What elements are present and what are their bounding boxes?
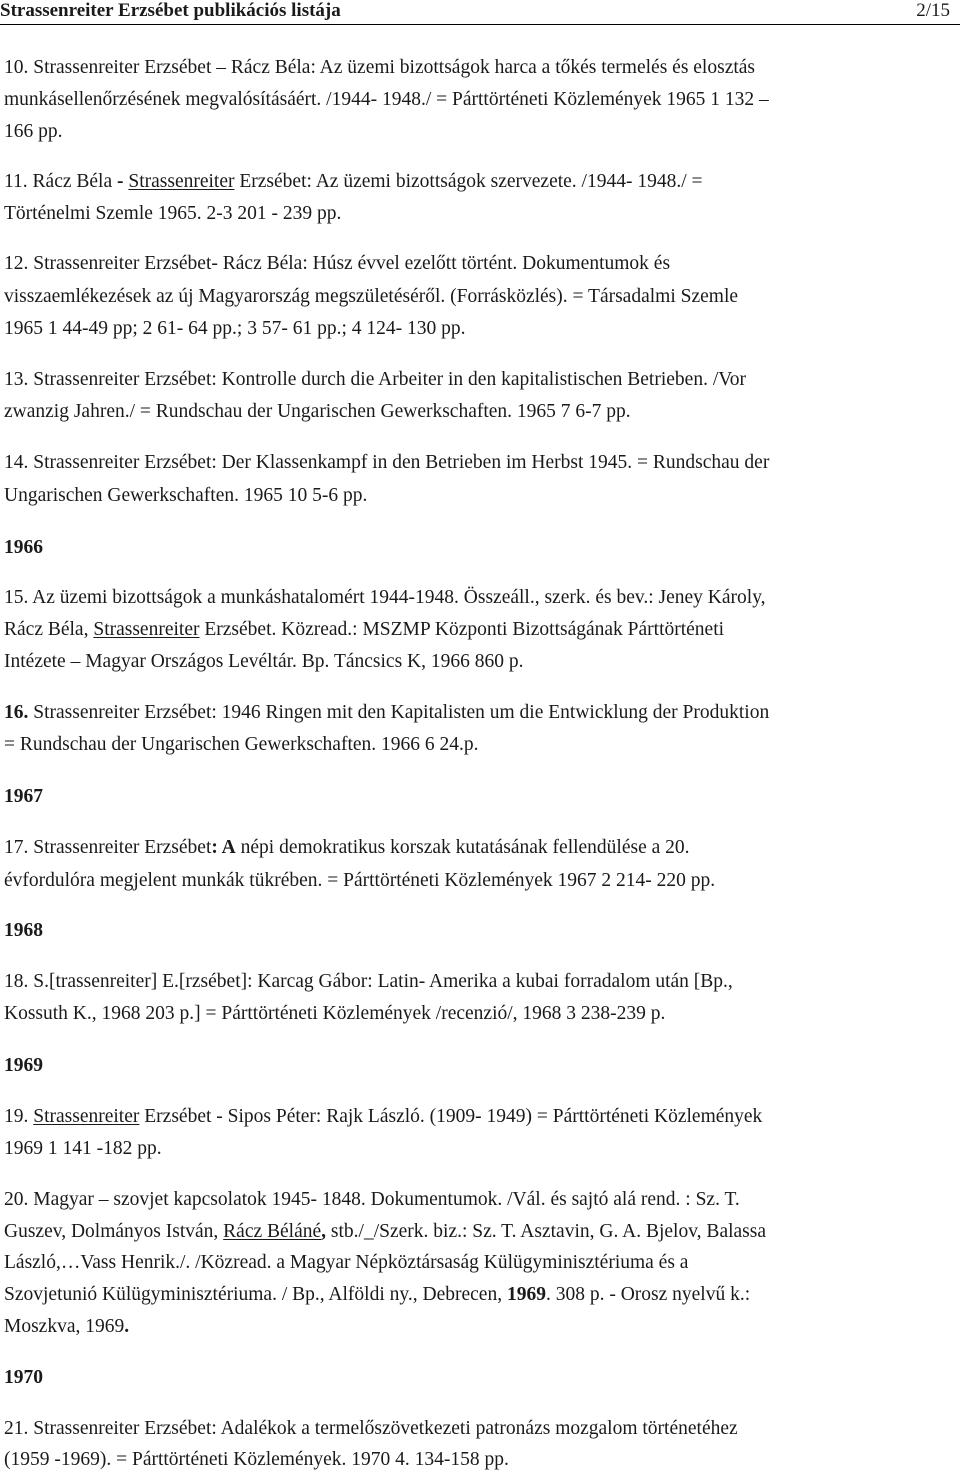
entry-12-line-3: 1965 1 44-49 pp; 2 61- 64 pp.; 3 57- 61 pp.; 4 124- 130 pp. (4, 318, 466, 339)
entry-19-number: 19. (4, 1106, 34, 1127)
entry-11-author-link: Strassenreiter (128, 171, 235, 192)
entry-20-author-link: Rácz Béláné (223, 1221, 322, 1242)
entry-17-title: népi demokratikus korszak kutatásának fellendülése a 20. (235, 837, 690, 858)
entry-17-line-1 (4, 836, 690, 860)
page-number: 2/15 (916, 0, 950, 21)
entry-17-bold-a: : A (211, 837, 236, 858)
entry-20-pages: . 308 p. - Orosz nyelvű k.: (545, 1284, 751, 1305)
entry-19-line-2: 1969 1 141 -182 pp. (4, 1138, 162, 1159)
entry-21-line-1: 21. Strassenreiter Erzsébet: Adalékok a termelőszövetkezeti patronázs mozgalom történetéhez (4, 1418, 738, 1439)
entry-10-line-1: 10. Strassenreiter Erzsébet – Rácz Béla: Az üzemi bizottságok harca a tőkés termelés és elosztás (4, 57, 756, 78)
entry-11-number: 11. Rácz Béla (4, 171, 117, 192)
entry-10-line-3: 166 pp. (4, 121, 63, 142)
entry-15-coauthor: Rácz Béla, (4, 619, 94, 640)
entry-11-dash: - (116, 171, 124, 192)
year-heading-1967: 1967 (4, 786, 43, 807)
entry-15-line-3: Intézete – Magyar Országos Levéltár. Bp. Táncsics K, 1966 860 p. (4, 651, 524, 672)
page-header (0, 0, 960, 25)
entry-20-line-2 (4, 1220, 766, 1244)
year-heading-1970: 1970 (4, 1367, 43, 1388)
entry-16-line-1 (4, 701, 769, 725)
entry-12-line-1: 12. Strassenreiter Erzsébet- Rácz Béla: Húsz évvel ezelőtt történt. Dokumentumok és (4, 253, 671, 274)
entry-12-line-2: visszaemlékezések az új Magyarország megszületéséről. (Forrásközlés). = Társadalmi Szemle (4, 286, 739, 307)
entry-15-publisher: Erzsébet. Közread.: MSZMP Központi Bizottságának Párttörténeti (199, 619, 725, 640)
entry-20-line-1: 20. Magyar – szovjet kapcsolatok 1945- 1848. Dokumentumok. /Vál. és sajtó alá rend. : Sz. T. (4, 1189, 740, 1210)
entry-20-editors: Guszev, Dolmányos István, (4, 1221, 224, 1242)
entry-17-author: 17. Strassenreiter Erzsébet (4, 837, 212, 858)
year-heading-1968: 1968 (4, 920, 43, 941)
entry-15-line-1: 15. Az üzemi bizottságok a munkáshatalomért 1944-1948. Összeáll., szerk. és bev.: Jeney Károly, (4, 587, 766, 608)
year-heading-1966: 1966 (4, 537, 43, 558)
entry-14-line-2: Ungarischen Gewerkschaften. 1965 10 5-6 pp. (4, 485, 368, 506)
entry-11-title: Erzsébet: Az üzemi bizottságok szervezete. /1944- 1948./ = (234, 171, 703, 192)
entry-16-title: Strassenreiter Erzsébet: 1946 Ringen mit den Kapitalisten um die Entwicklung der Produktion (28, 702, 770, 723)
entry-15-author-link: Strassenreiter (93, 619, 200, 640)
entry-16-line-2: = Rundschau der Ungarischen Gewerkschaften. 1966 6 24.p. (4, 734, 479, 755)
entry-20-line-5 (4, 1315, 129, 1339)
entry-20-line-3: László,…Vass Henrik./. /Közread. a Magyar Népköztársaság Külügyminisztériuma és a (4, 1252, 689, 1273)
entry-20-year-bold: 1969 (506, 1284, 546, 1305)
entry-11-line-1 (4, 170, 703, 194)
entry-19-author-link: Strassenreiter (33, 1106, 140, 1127)
entry-11-line-2: Történelmi Szemle 1965. 2-3 201 - 239 pp. (4, 203, 342, 224)
entry-20-publisher: Szovjetunió Külügyminisztériuma. / Bp., Alföldi ny., Debrecen, (4, 1284, 507, 1305)
entry-19-title: Erzsébet - Sipos Péter: Rajk László. (1909- 1949) = Párttörténeti Közlemények (139, 1106, 763, 1127)
entry-19-line-1 (4, 1105, 762, 1129)
header-title: Strassenreiter Erzsébet publikációs listája (0, 0, 341, 21)
entry-15-line-2 (4, 618, 724, 642)
year-heading-1969: 1969 (4, 1055, 43, 1076)
entry-10-line-2: munkásellenőrzésének megvalósításáért. /1944- 1948./ = Párttörténeti Közlemények 1965 1 132 – (4, 89, 769, 110)
entry-13-line-1: 13. Strassenreiter Erzsébet: Kontrolle durch die Arbeiter in den kapitalistischen Betrieben. /Vor (4, 369, 747, 390)
entry-20-line-4 (4, 1283, 750, 1307)
entry-13-line-2: zwanzig Jahren./ = Rundschau der Ungarischen Gewerkschaften. 1965 7 6-7 pp. (4, 401, 631, 422)
entry-20-city: Moszkva, 1969 (4, 1316, 125, 1337)
entry-21-line-2: (1959 -1969). = Párttörténeti Közlemények. 1970 4. 134-158 pp. (4, 1449, 509, 1470)
entry-17-line-2: évfordulóra megjelent munkák tükrében. = Párttörténeti Közlemények 1967 2 214- 220 pp. (4, 870, 716, 891)
entry-20-period: . (124, 1316, 130, 1337)
entry-18-line-2: Kossuth K., 1968 203 p.] = Párttörténeti Közlemények /recenzió/, 1968 3 238-239 p. (4, 1003, 666, 1024)
entry-20-comma: , (321, 1221, 327, 1242)
entry-20-board: stb./_/Szerk. biz.: Sz. T. Asztavin, G. A. Bjelov, Balassa (326, 1221, 766, 1242)
entry-16-number: 16. (4, 702, 29, 723)
entry-18-line-1: 18. S.[trassenreiter] E.[rzsébet]: Karcag Gábor: Latin- Amerika a kubai forradalom után [Bp., (4, 971, 733, 992)
entry-14-line-1: 14. Strassenreiter Erzsébet: Der Klassenkampf in den Betrieben im Herbst 1945. = Rundschau der (4, 452, 770, 473)
